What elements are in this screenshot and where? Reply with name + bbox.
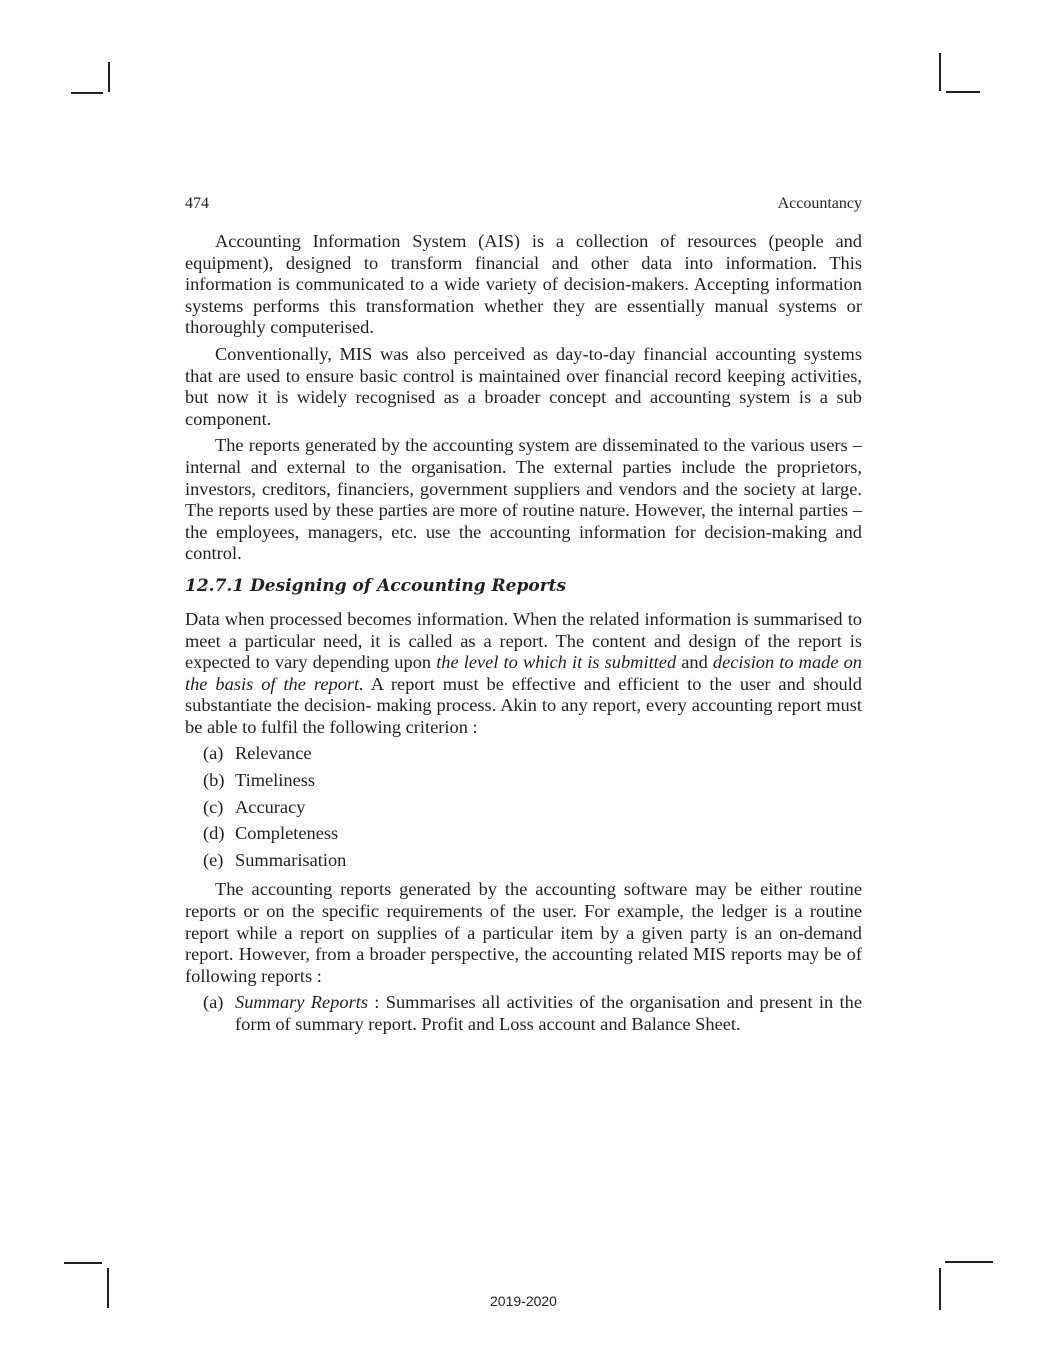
report-design-text-2: and: [676, 652, 713, 673]
list-marker: (e): [203, 849, 224, 870]
section-heading: 12.7.1 Designing of Accounting Reports: [185, 575, 567, 596]
list-item-text: Timeliness: [235, 770, 316, 791]
paragraph-report-design: [185, 609, 862, 739]
report-design-text-3: A report must be effective and efficient to the user and should substantiate the decision- making process. Akin to any report, every accounting report must be able to fulfil the following criterion :: [185, 673, 862, 737]
list-item: [185, 823, 862, 850]
list-item: [185, 770, 862, 797]
list-item: [185, 992, 862, 1035]
list-item-text: Summarisation: [235, 849, 347, 870]
report-design-emphasis-1: the level to which it is submitted: [436, 652, 677, 673]
crop-mark-top-left-vertical: [108, 62, 110, 92]
paragraph-report-dissemination: The reports generated by the accounting system are disseminated to the various users – internal and external to the organisation. The external parties include the proprietors, investors, creditors, financiers, government suppliers and vendors and the society at large. The reports used by these parties are more of routine nature. However, the internal parties – the employees, managers, etc. use the accounting information for decision-making and control.: [185, 435, 862, 564]
list-marker: (c): [203, 796, 224, 817]
list-marker: (a): [203, 743, 224, 764]
list-item: [185, 743, 862, 770]
list-marker: (b): [203, 770, 225, 791]
report-design-text-1: Data when processed becomes information. When the related information is summarised to meet a particular need, it is called as a report. The content and design of the report is expected to vary depending upon: [185, 608, 862, 673]
report-type-description: : Summarises all activities of the organisation and present in the form of summary report. Profit and Loss account and Balance Sheet.: [235, 992, 862, 1034]
report-type-term: Summary Reports: [235, 992, 368, 1013]
criteria-list: [185, 743, 862, 876]
list-item-text: Accuracy: [235, 796, 306, 817]
crop-mark-bottom-left-horizontal: [64, 1262, 102, 1264]
paragraph-routine-reports: The accounting reports generated by the accounting software may be either routine reports or on the specific requirements of the user. For example, the ledger is a routine report while a report on supplies of a particular item by a given party is an on-demand report. However, from a broader perspective, the accounting related MIS reports may be of following reports :: [185, 879, 862, 986]
paragraph-mis-perception: Conventionally, MIS was also perceived as day-to-day financial accounting systems that are used to ensure basic control is maintained over financial record keeping activities, but now it is widely recognised as a broader concept and accounting system is a sub component.: [185, 343, 862, 429]
crop-mark-bottom-right-horizontal: [945, 1261, 993, 1263]
crop-mark-top-left-horizontal: [71, 92, 103, 94]
page-number: 474: [185, 195, 209, 212]
list-marker: (d): [203, 823, 225, 844]
list-item-text: Completeness: [235, 823, 339, 844]
footer-year: 2019-2020: [490, 1293, 557, 1309]
crop-mark-top-right-vertical: [939, 53, 941, 91]
list-item-text: Relevance: [235, 743, 312, 764]
running-title: Accountancy: [777, 195, 862, 212]
running-header: [185, 195, 862, 215]
list-item: [185, 797, 862, 824]
list-item: [185, 850, 862, 877]
paragraph-ais-definition: Accounting Information System (AIS) is a collection of resources (people and equipment), designed to transform financial and other data into information. This information is communicated to a wide variety of decision-makers. Accepting information systems performs this transformation whether they are essentially manual systems or thoroughly computerised.: [185, 231, 862, 338]
report-design-emphasis-2: decision to made on the basis of the report.: [185, 652, 862, 694]
report-types-list: [185, 992, 862, 1035]
page-content: [185, 231, 862, 1036]
list-marker: (a): [203, 992, 224, 1013]
crop-mark-top-right-horizontal: [946, 91, 980, 93]
